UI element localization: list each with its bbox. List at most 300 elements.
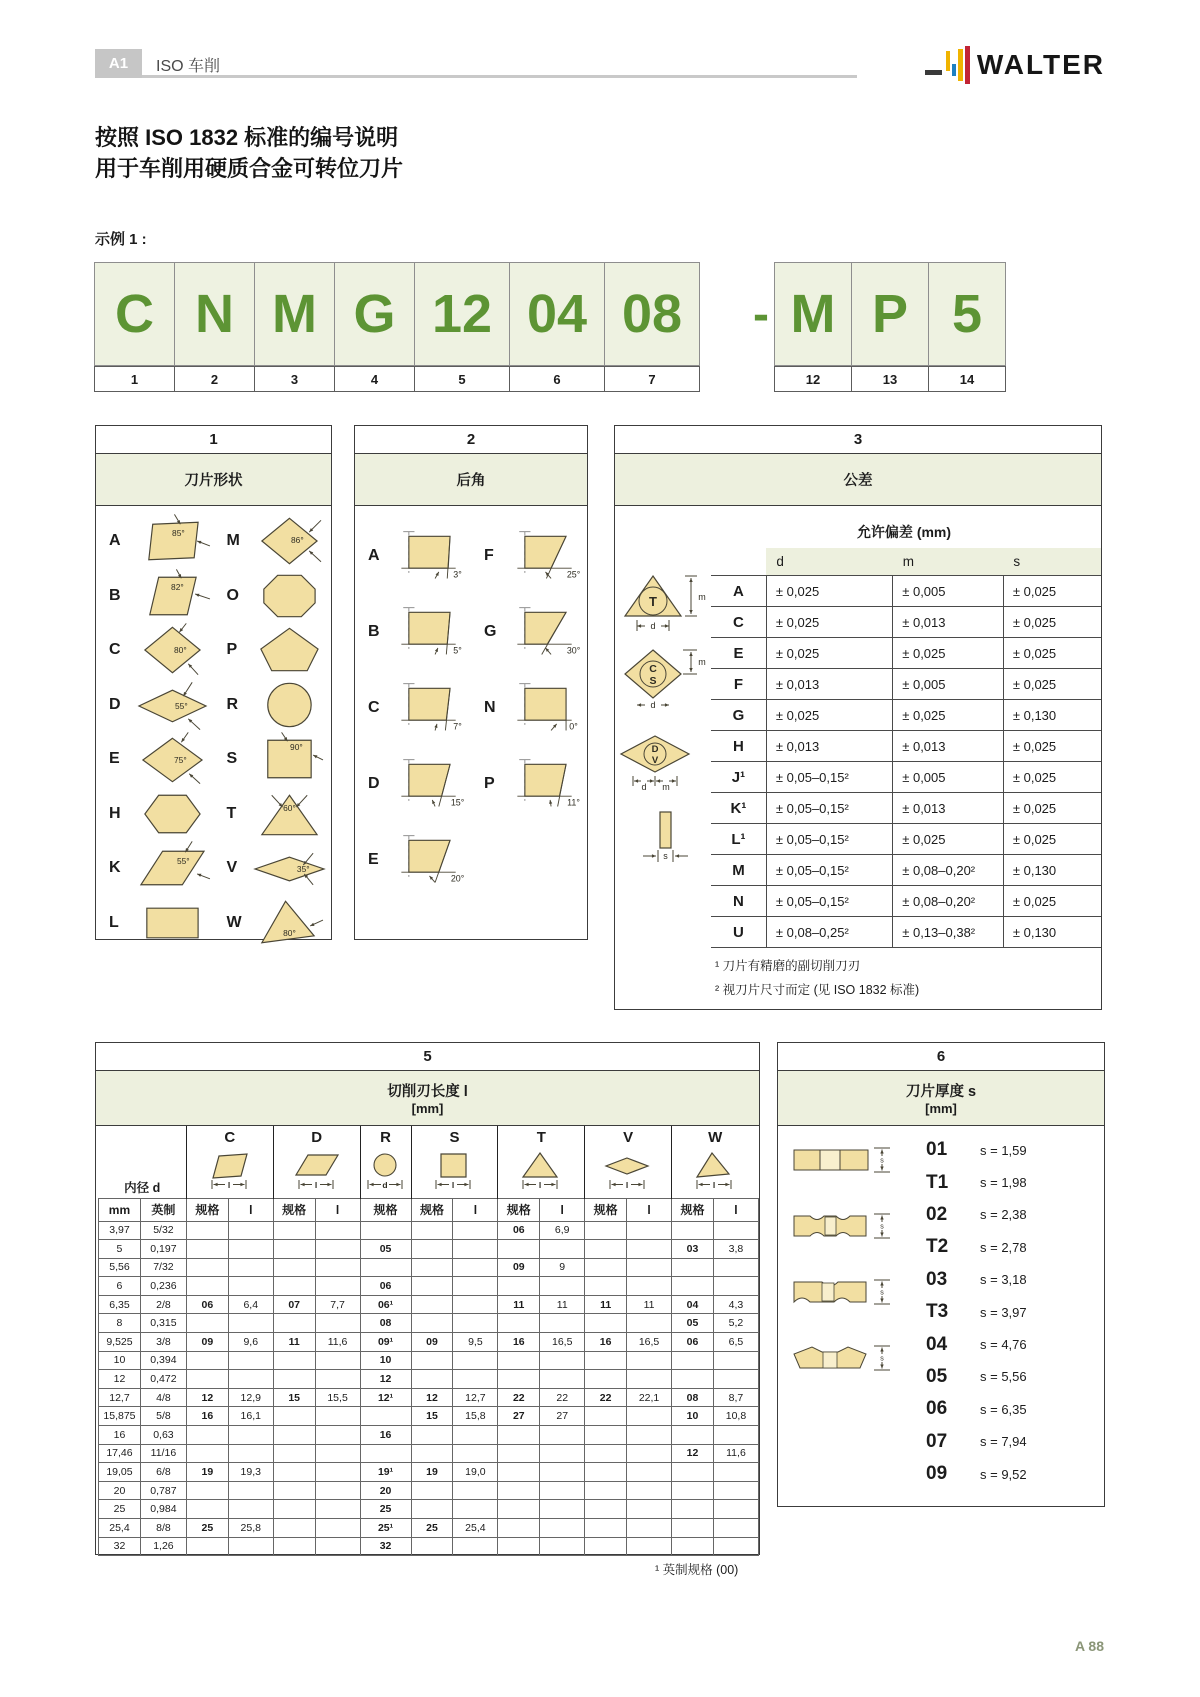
svg-text:75°: 75° [173,755,187,766]
tolerance-key: H [711,731,766,762]
clearance-angle-icon [392,527,471,585]
shape-row [96,787,331,842]
length-row: 32 1,26 32 [99,1537,759,1556]
insert-shape-O [214,569,332,623]
length-row: 6,35 2/8 06 6,4 07 7,7 06¹ 11 11 11 11 04 4,3 [99,1295,759,1314]
svg-text:90°: 90° [290,742,303,753]
insert-shape-O-icon [252,569,331,623]
tolerance-diagram-DV-icon [619,730,715,792]
shape-letter: M [226,532,240,550]
tolerance-key: M [711,855,766,886]
clearance-angle-icon [508,679,587,737]
thickness-item [926,1264,1027,1296]
title-line-1: 按照 ISO 1832 标准的编号说明 [95,125,399,150]
insert-shape-A-icon [135,514,214,568]
logo-bar-icon [958,49,963,81]
thickness-value: s = 5,56 [980,1369,1027,1385]
shape-col-D: D [273,1126,360,1149]
svg-text:80°: 80° [173,645,187,656]
clearance-row [355,518,587,594]
code-cell: G [334,262,415,366]
thickness-item [926,1361,1027,1393]
shape-row [96,569,331,624]
shape-letter: V [226,859,238,877]
insert-shape-D [96,678,214,732]
col-inch: 英制 [140,1198,186,1221]
tolerance-row: F ± 0,013 ± 0,005 ± 0,025 [711,669,1101,700]
shape-letter: L [109,913,119,931]
clearance-F [471,527,587,585]
clearance-angle-icon [508,527,587,585]
length-row: 5 0,197 05 03 3,8 [99,1240,759,1259]
position-row [775,366,1006,392]
inner-diameter-header: 内径 d [124,1180,161,1195]
svg-text:20°: 20° [451,873,465,884]
example-code-block [95,228,1105,398]
thickness-code: T3 [926,1301,949,1323]
clearance-row [355,670,587,746]
insert-shape-C [96,623,214,677]
col-spec: 规格 [498,1198,540,1221]
svg-text:5°: 5° [453,645,463,656]
clearance-angle-icon [508,603,587,661]
thickness-code: 06 [926,1398,948,1420]
tolerance-row: N ± 0,05–0,15² ± 0,08–0,20² ± 0,025 [711,886,1101,917]
panel-thickness [777,1042,1105,1507]
insert-shape-M-icon [252,514,331,568]
length-row: 17,46 11/16 12 11,6 [99,1444,759,1463]
tolerance-key: E [711,638,766,669]
clearance-G [471,603,587,661]
shape-icon-row [99,1149,759,1198]
panel-unit: [mm] [925,1101,957,1116]
svg-text:55°: 55° [176,856,190,867]
panel-number: 1 [96,426,331,454]
clearance-letter: A [368,547,380,564]
svg-text:s: s [663,851,668,861]
thickness-item [926,1328,1027,1360]
length-table [98,1126,759,1556]
code-cell: M [774,262,852,366]
panel-number: 2 [355,426,587,454]
column-label-row [99,1198,759,1221]
tolerance-key: K¹ [711,793,766,824]
shape-letter: S [226,750,238,768]
insert-shape-W-icon [252,896,331,950]
shape-letter: O [226,586,239,604]
tolerance-header-row [711,548,1101,576]
tolerance-key: G [711,700,766,731]
svg-text:l: l [539,1180,542,1191]
insert-shape-L [96,896,214,950]
svg-text:s: s [880,1157,884,1165]
col-mm: mm [99,1198,141,1221]
shape-letter: A [109,532,121,550]
svg-text:C: C [649,663,657,675]
insert-shape-R-icon [252,678,331,732]
clearance-A [355,527,471,585]
clearance-angle-icon [392,831,471,889]
position-cell: 12 [774,366,852,392]
insert-shape-S [214,732,332,786]
panel-title: 切削刃长度 l [387,1084,468,1100]
chapter-badge: A1 [95,49,142,78]
svg-text:m: m [662,782,670,792]
clearance-D [355,755,471,813]
position-cell: 5 [414,366,510,392]
thickness-list [926,1134,1027,1490]
svg-text:l: l [314,1180,317,1191]
svg-text:S: S [649,675,657,687]
svg-text:30°: 30° [567,645,581,656]
tolerance-key: L¹ [711,824,766,855]
tolerance-key: N [711,886,766,917]
tolerance-col-header: d [766,548,892,576]
svg-text:86°: 86° [291,535,304,546]
clearance-angle-icon [392,603,471,661]
clearance-letter: G [484,623,497,640]
insert-shape-E [96,732,214,786]
length-row: 10 0,394 10 [99,1351,759,1370]
clearance-row [355,594,587,670]
tolerance-table [711,548,1101,948]
panel-number: 3 [615,426,1101,454]
insert-shape-K [96,841,214,895]
thickness-value: s = 7,94 [980,1434,1027,1450]
svg-text:l: l [452,1180,455,1191]
insert-shape-P-icon [252,623,331,677]
example-label: 示例 1 : [95,231,147,248]
tolerance-footnote-2: ² 视刀片尺寸而定 (见 ISO 1832 标准) [715,983,920,997]
tolerance-subtitle: 允许偏差 (mm) [856,524,952,540]
insert-shape-H [96,787,214,841]
col-spec: 规格 [411,1198,453,1221]
shape-letter: B [109,586,121,604]
insert-shape-V-icon [252,841,331,895]
tolerance-diagram-CS-icon [621,646,711,712]
clearance-letter: E [368,851,379,868]
clearance-E [355,831,471,889]
clearance-letter: C [368,699,380,716]
logo-dash-icon [925,70,942,75]
thickness-diagrams [792,1142,910,1406]
clearance-B [355,603,471,661]
length-row: 3,97 5/32 06 6,9 [99,1221,759,1240]
thickness-code: T1 [926,1171,949,1193]
clearance-angle-icon [392,679,471,737]
svg-text:60°: 60° [283,802,296,813]
shape-grid [96,506,331,950]
clearance-C [355,679,471,737]
insert-shape-R [214,678,332,732]
thickness-profile-2-icon [792,1208,896,1246]
position-cell: 6 [509,366,605,392]
thickness-value: s = 3,18 [980,1272,1027,1288]
shape-letter: T [226,804,237,822]
page-number: A 88 [1074,1638,1104,1654]
svg-text:V: V [651,755,659,766]
shape-letter: H [109,804,121,822]
tolerance-row: K¹ ± 0,05–0,15² ± 0,013 ± 0,025 [711,793,1101,824]
insert-shape-C-icon [135,623,214,677]
thickness-code: 04 [926,1333,948,1355]
svg-text:l: l [713,1180,716,1191]
thickness-value: s = 1,59 [980,1142,1027,1158]
thickness-item [926,1199,1027,1231]
thickness-item [926,1231,1027,1263]
thickness-code: 02 [926,1203,948,1225]
thickness-value: s = 3,97 [980,1304,1027,1320]
position-cell: 1 [94,366,175,392]
svg-text:55°: 55° [174,700,188,711]
shape-row [96,841,331,896]
page-title [95,122,403,184]
example-code-row [775,262,1006,366]
length-row: 15,875 5/8 16 16,1 15 15,8 27 27 10 10,8 [99,1407,759,1426]
length-row: 25 0,984 25 [99,1500,759,1519]
position-cell: 3 [254,366,335,392]
shape-col-R: R [360,1126,411,1149]
length-row: 5,56 7/32 09 9 [99,1258,759,1277]
tolerance-row: M ± 0,05–0,15² ± 0,08–0,20² ± 0,130 [711,855,1101,886]
tolerance-key: U [711,917,766,948]
thickness-item [926,1393,1027,1425]
panel-title: 刀片形状 [96,454,331,506]
svg-text:7°: 7° [453,721,463,732]
col-spec: 规格 [585,1198,627,1221]
clearance-row [355,822,587,898]
tolerance-row: L¹ ± 0,05–0,15² ± 0,025 ± 0,025 [711,824,1101,855]
position-cell: 4 [334,366,415,392]
insert-shape-E-icon [135,732,214,786]
length-row: 16 0,63 16 [99,1426,759,1445]
col-spec: 规格 [360,1198,411,1221]
col-spec: 规格 [273,1198,315,1221]
shape-S-icon [429,1149,479,1192]
svg-text:15°: 15° [451,797,465,808]
position-cell: 14 [928,366,1006,392]
shape-row [96,896,331,951]
thickness-value: s = 6,35 [980,1401,1027,1417]
shape-letter-row [99,1126,759,1149]
insert-shape-W [214,896,332,950]
svg-text:80°: 80° [283,927,296,938]
shape-row [96,732,331,787]
code-cell: 08 [604,262,700,366]
svg-text:s: s [880,1223,884,1231]
shape-letter: D [109,695,121,713]
position-row [95,366,700,392]
length-row: 12 0,472 12 [99,1370,759,1389]
code-separator: - [753,287,769,341]
length-row: 19,05 6/8 19 19,3 19¹ 19 19,0 [99,1463,759,1482]
thickness-code: T2 [926,1236,949,1258]
tolerance-row: C ± 0,025 ± 0,013 ± 0,025 [711,607,1101,638]
insert-shape-L-icon [135,896,214,950]
svg-text:d: d [381,1180,388,1191]
svg-text:T: T [649,594,657,609]
insert-shape-V [214,841,332,895]
tolerance-key: C [711,607,766,638]
shape-col-V: V [585,1126,672,1149]
thickness-profile-3-icon [792,1274,896,1312]
thickness-item [926,1458,1027,1490]
insert-shape-T-icon [252,787,331,841]
svg-text:l: l [227,1180,230,1191]
tolerance-diagram-T-icon [621,570,711,634]
svg-text:3°: 3° [453,569,463,580]
panel-number: 6 [778,1043,1104,1071]
panel-title: 后角 [355,454,587,506]
thickness-item [926,1166,1027,1198]
clearance-angle-icon [508,755,587,813]
insert-shape-M [214,514,332,568]
length-row: 25,4 8/8 25 25,8 25¹ 25 25,4 [99,1519,759,1538]
tolerance-row: G ± 0,025 ± 0,025 ± 0,130 [711,700,1101,731]
panel-number: 5 [96,1043,759,1071]
col-spec: 规格 [186,1198,228,1221]
position-cell: 2 [174,366,255,392]
shape-T-icon [516,1149,566,1192]
clearance-grid [355,506,587,898]
col-l: l [540,1198,585,1221]
code-cell: 04 [509,262,605,366]
code-cell: C [94,262,175,366]
panel-insert-shape [95,425,332,940]
position-cell: 7 [604,366,700,392]
length-row: 8 0,315 08 05 5,2 [99,1314,759,1333]
insert-shape-K-icon [135,841,214,895]
shape-W-icon [690,1149,740,1192]
length-row: 9,525 3/8 09 9,6 11 11,6 09¹ 09 9,5 16 16,5 16 16,5 06 6,5 [99,1333,759,1352]
clearance-letter: D [368,775,380,792]
logo-bar-icon [965,46,970,84]
shape-letter: W [226,913,242,931]
shape-row [96,678,331,733]
insert-shape-T [214,787,332,841]
code-cell: 12 [414,262,510,366]
thickness-value: s = 1,98 [980,1175,1027,1191]
insert-shape-D-icon [135,678,214,732]
shape-col-C: C [186,1126,273,1149]
brand-text: WALTER [976,49,1105,80]
insert-shape-H-icon [135,787,214,841]
panel-title: 公差 [615,454,1101,506]
section-label: ISO 车削 [156,58,221,75]
col-l: l [713,1198,758,1221]
shape-col-W: W [672,1126,759,1149]
tolerance-key: A [711,576,766,607]
svg-text:s: s [880,1355,884,1363]
panel-edge-length [95,1042,760,1555]
shape-R-icon [361,1149,411,1192]
clearance-angle-icon [392,755,471,813]
tolerance-col-header: m [893,548,1004,576]
shape-letter: R [226,695,239,713]
length-row: 12,7 4/8 12 12,9 15 15,5 12¹ 12 12,7 22 22 22 22,1 08 8,7 [99,1388,759,1407]
position-cell: 13 [851,366,929,392]
tolerance-row: U ± 0,08–0,25² ± 0,13–0,38² ± 0,130 [711,917,1101,948]
svg-text:d: d [650,700,656,710]
panel-unit: [mm] [411,1101,444,1116]
tolerance-row: H ± 0,013 ± 0,013 ± 0,025 [711,731,1101,762]
shape-letter: K [109,859,121,877]
thickness-value: s = 2,38 [980,1207,1027,1223]
shape-row [96,623,331,678]
example-code-row [95,262,700,366]
svg-text:85°: 85° [171,528,185,539]
insert-shape-S-icon [252,732,331,786]
shape-letter: P [226,641,238,659]
svg-text:D: D [651,744,659,755]
svg-text:82°: 82° [170,581,184,592]
thickness-code: 03 [926,1268,948,1290]
insert-shape-A [96,514,214,568]
tolerance-key: F [711,669,766,700]
clearance-N [471,679,587,737]
clearance-row [355,746,587,822]
tolerance-footnote-1: ¹ 刀片有精磨的副切削刀刃 [715,959,861,973]
tolerance-key: J¹ [711,762,766,793]
tolerance-col-header: s [1003,548,1101,576]
svg-text:d: d [641,782,647,792]
shape-row [96,514,331,569]
clearance-letter: F [484,547,494,564]
clearance-letter: P [484,775,495,792]
col-l: l [453,1198,498,1221]
length-row: 6 0,236 06 [99,1277,759,1296]
length-row: 20 0,787 20 [99,1481,759,1500]
tolerance-row: J¹ ± 0,05–0,15² ± 0,005 ± 0,025 [711,762,1101,793]
col-l: l [315,1198,360,1221]
insert-shape-P [214,623,332,677]
svg-text:d: d [650,621,656,631]
code-cell: N [174,262,255,366]
col-l: l [228,1198,273,1221]
insert-shape-B-icon [135,569,214,623]
clearance-letter: B [368,623,380,640]
walter-logo [925,42,1105,88]
shape-C-icon [205,1149,255,1192]
svg-text:s: s [880,1289,884,1297]
shape-letter: C [109,641,121,659]
thickness-code: 01 [926,1139,948,1161]
panel-clearance-angle [354,425,588,940]
thickness-item [926,1426,1027,1458]
panel-title: 刀片厚度 s [905,1084,977,1100]
svg-text:11°: 11° [567,797,581,808]
shape-V-icon [603,1149,653,1192]
code-cell: P [851,262,929,366]
shape-letter: E [109,750,120,768]
shape-col-S: S [411,1126,498,1149]
title-line-2: 用于车削用硬质合金可转位刀片 [95,156,404,181]
length-footnote: ¹ 英制规格 (00) [655,1563,739,1577]
svg-text:l: l [625,1180,629,1191]
col-spec: 规格 [672,1198,714,1221]
tolerance-footnotes [715,954,919,1002]
shape-D-icon [292,1149,342,1192]
shape-col-T: T [498,1126,585,1149]
thickness-item [926,1296,1027,1328]
code-cell: M [254,262,335,366]
clearance-letter: N [484,699,496,716]
logo-bar-icon [946,51,950,71]
col-l: l [627,1198,672,1221]
tolerance-row: A ± 0,025 ± 0,005 ± 0,025 [711,576,1101,607]
thickness-value: s = 4,76 [980,1337,1027,1353]
svg-text:35°: 35° [297,864,310,875]
